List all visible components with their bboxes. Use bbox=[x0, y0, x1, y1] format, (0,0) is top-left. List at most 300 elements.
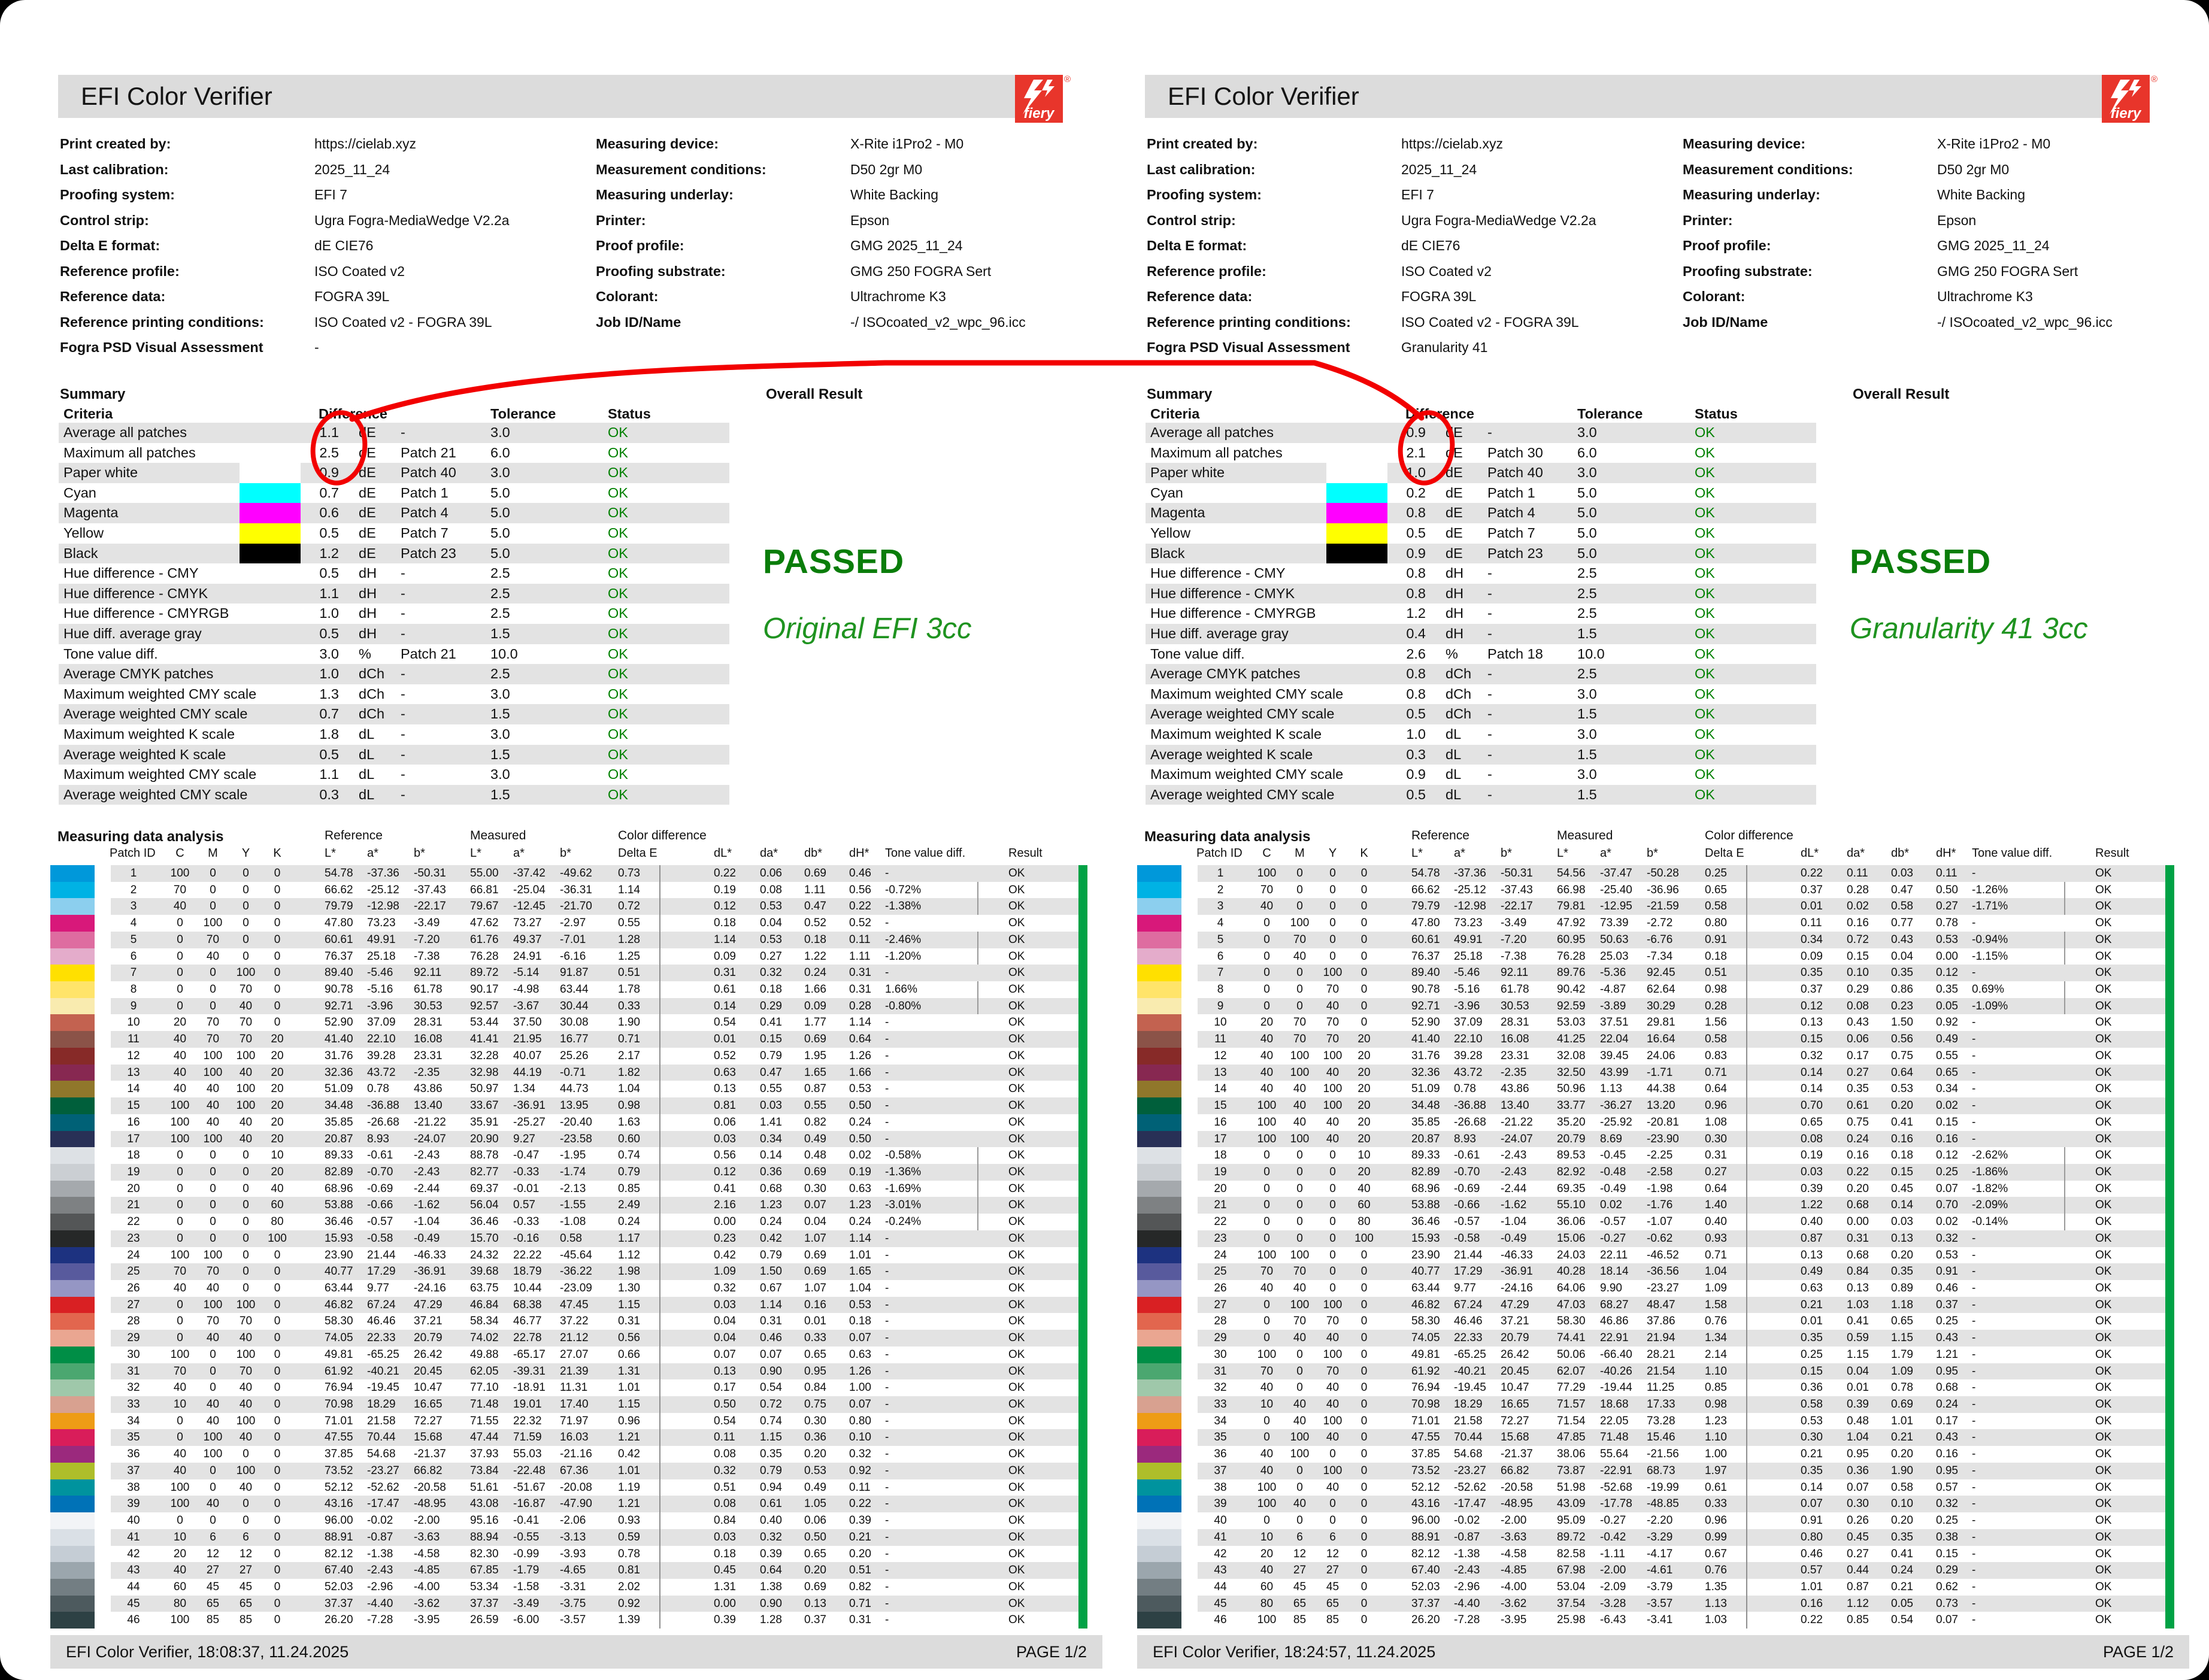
table-row bbox=[53, 1181, 1092, 1197]
k-value: 0 bbox=[274, 1016, 281, 1029]
patch-id: 39 bbox=[127, 1497, 140, 1511]
ref-a: 43.72 bbox=[367, 1066, 396, 1079]
tone-value-diff: - bbox=[885, 1132, 889, 1145]
delta-e: 0.71 bbox=[618, 1033, 640, 1046]
ref-l: 37.85 bbox=[325, 1448, 353, 1461]
tone-value-diff: - bbox=[885, 1580, 889, 1593]
patch-id: 42 bbox=[1214, 1547, 1227, 1560]
meas-a: 18.68 bbox=[1600, 1398, 1629, 1411]
meas-b: -23.58 bbox=[560, 1132, 592, 1145]
difference-value: 0.9 bbox=[1406, 545, 1426, 561]
db-value: 0.23 bbox=[1891, 999, 1913, 1012]
difference-unit: dE bbox=[359, 484, 376, 501]
patch-id: 6 bbox=[130, 950, 137, 963]
result-status: OK bbox=[1008, 1464, 1025, 1477]
dh-value: 0.21 bbox=[849, 1530, 871, 1543]
ref-b: 20.79 bbox=[414, 1332, 443, 1345]
meta-label: Reference profile: bbox=[60, 263, 180, 279]
patch-reference: Patch 7 bbox=[1487, 525, 1535, 541]
meas-a: 22.11 bbox=[1600, 1248, 1628, 1261]
table-vertical-divider bbox=[1746, 865, 1747, 1629]
meas-l: 73.87 bbox=[1557, 1464, 1586, 1477]
tone-value-diff: - bbox=[885, 1315, 889, 1328]
m-value: 100 bbox=[203, 1049, 223, 1062]
tolerance-value: 1.5 bbox=[490, 746, 510, 762]
patch-id: 12 bbox=[1214, 1049, 1227, 1062]
m-value: 65 bbox=[1293, 1597, 1307, 1610]
tone-column-divider bbox=[2064, 1181, 2065, 1197]
meas-b: -36.31 bbox=[560, 883, 592, 896]
m-value: 40 bbox=[1293, 1099, 1307, 1112]
tone-value-diff: - bbox=[885, 1530, 889, 1543]
y-value: 0 bbox=[243, 1165, 249, 1178]
tone-column-divider bbox=[2064, 1197, 2065, 1214]
result-status: OK bbox=[2095, 1431, 2112, 1444]
status-ok: OK bbox=[608, 545, 628, 561]
patch-color-swatch bbox=[50, 1612, 95, 1629]
meas-a: 55.03 bbox=[513, 1448, 542, 1461]
dh-value: 0.95 bbox=[1936, 1464, 1958, 1477]
delta-e: 0.98 bbox=[1705, 1398, 1727, 1411]
da-value: 0.29 bbox=[1847, 983, 1869, 996]
status-ok: OK bbox=[1695, 565, 1715, 581]
patch-color-swatch bbox=[50, 1031, 95, 1048]
ref-l: 43.16 bbox=[1411, 1497, 1440, 1511]
db-value: 0.50 bbox=[804, 1530, 826, 1543]
dl-value: 0.12 bbox=[1801, 999, 1823, 1012]
table-row bbox=[53, 1263, 1092, 1280]
delta-e: 0.65 bbox=[1705, 883, 1727, 896]
patch-id: 34 bbox=[127, 1414, 140, 1427]
patch-id: 19 bbox=[1214, 1165, 1227, 1178]
col-header-m-value: M bbox=[1295, 847, 1305, 860]
ref-a: 22.33 bbox=[1454, 1332, 1483, 1345]
result-status: OK bbox=[2095, 867, 2112, 880]
meas-a: -18.91 bbox=[513, 1381, 546, 1394]
dl-value: 0.61 bbox=[714, 983, 736, 996]
c-value: 0 bbox=[1263, 950, 1270, 963]
k-value: 20 bbox=[1357, 1132, 1371, 1145]
db-value: 0.69 bbox=[804, 1033, 826, 1046]
y-value: 45 bbox=[1326, 1580, 1340, 1593]
ref-b: -21.37 bbox=[414, 1448, 446, 1461]
delta-e: 1.13 bbox=[1705, 1597, 1727, 1610]
meas-l: 73.84 bbox=[470, 1464, 499, 1477]
m-value: 0 bbox=[1296, 1215, 1303, 1229]
ref-l: 74.05 bbox=[1411, 1332, 1440, 1345]
da-value: 0.53 bbox=[760, 900, 782, 913]
y-value: 40 bbox=[239, 1431, 253, 1444]
ref-a: 18.29 bbox=[1454, 1398, 1483, 1411]
db-value: 1.11 bbox=[804, 883, 826, 896]
delta-e: 0.81 bbox=[618, 1564, 640, 1577]
table-row bbox=[1140, 1164, 2179, 1181]
ref-a: -0.70 bbox=[1454, 1165, 1480, 1178]
overall-result-label: Overall Result bbox=[1853, 386, 1950, 402]
db-value: 0.86 bbox=[1891, 983, 1913, 996]
meas-a: -6.43 bbox=[1600, 1614, 1626, 1627]
ref-b: 16.65 bbox=[1501, 1398, 1529, 1411]
patch-id: 11 bbox=[128, 1033, 140, 1046]
y-value: 0 bbox=[243, 1497, 249, 1511]
delta-e: 1.15 bbox=[618, 1298, 640, 1311]
da-value: 0.27 bbox=[1847, 1066, 1869, 1079]
criteria-label: Hue diff. average gray bbox=[63, 626, 202, 641]
difference-unit: dCh bbox=[1446, 686, 1472, 702]
difference-unit: dL bbox=[359, 746, 375, 762]
dh-value: 0.12 bbox=[1936, 966, 1958, 980]
summary-header-tolerance: Tolerance bbox=[1577, 406, 1643, 421]
meas-b: 21.94 bbox=[1647, 1332, 1675, 1345]
ref-a: -0.02 bbox=[367, 1514, 393, 1527]
da-value: 1.04 bbox=[1847, 1431, 1869, 1444]
dh-value: 0.07 bbox=[849, 1332, 871, 1345]
ref-b: 61.78 bbox=[414, 983, 443, 996]
meta-value: EFI 7 bbox=[1401, 187, 1434, 202]
meas-a: 25.03 bbox=[1600, 950, 1629, 963]
dl-value: 1.01 bbox=[1801, 1580, 1823, 1593]
patch-color-swatch bbox=[50, 1529, 95, 1546]
summary-row bbox=[1146, 463, 1816, 483]
patch-reference: - bbox=[401, 666, 405, 682]
delta-e: 1.04 bbox=[1705, 1265, 1727, 1278]
meas-l: 89.72 bbox=[470, 966, 499, 980]
result-status: OK bbox=[1008, 1066, 1025, 1079]
criteria-label: Cyan bbox=[1150, 484, 1183, 501]
c-value: 40 bbox=[173, 1082, 187, 1096]
ref-l: 90.78 bbox=[1411, 983, 1440, 996]
db-value: 0.35 bbox=[1891, 966, 1913, 980]
tone-value-diff: -0.58% bbox=[885, 1149, 922, 1162]
ref-l: 76.37 bbox=[1411, 950, 1440, 963]
ref-b: -21.22 bbox=[1501, 1115, 1533, 1129]
k-value: 0 bbox=[1360, 983, 1368, 996]
da-value: 0.16 bbox=[1847, 917, 1869, 930]
db-value: 1.18 bbox=[1891, 1298, 1913, 1311]
patch-id: 28 bbox=[127, 1315, 140, 1328]
patch-id: 11 bbox=[1214, 1033, 1226, 1046]
meas-a: -3.67 bbox=[513, 999, 540, 1012]
y-value: 40 bbox=[239, 1132, 253, 1145]
k-value: 60 bbox=[271, 1199, 284, 1212]
patch-color-swatch bbox=[50, 1347, 95, 1363]
dh-value: 0.92 bbox=[1936, 1016, 1958, 1029]
dl-value: 0.53 bbox=[1801, 1414, 1823, 1427]
ref-a: -0.66 bbox=[367, 1199, 393, 1212]
da-value: 0.08 bbox=[1847, 999, 1869, 1012]
dh-value: 0.95 bbox=[1936, 1364, 1958, 1378]
c-value: 10 bbox=[1260, 1530, 1274, 1543]
table-row bbox=[1140, 1197, 2179, 1214]
table-row bbox=[1140, 882, 2179, 899]
y-value: 0 bbox=[1329, 1497, 1336, 1511]
patch-id: 4 bbox=[130, 917, 137, 930]
meas-b: 37.86 bbox=[1647, 1315, 1675, 1328]
ref-l: 88.91 bbox=[1411, 1530, 1440, 1543]
status-ok: OK bbox=[1695, 666, 1715, 682]
meas-b: -3.31 bbox=[560, 1580, 586, 1593]
patch-id: 37 bbox=[127, 1464, 140, 1477]
patch-color-swatch bbox=[50, 1114, 95, 1131]
meta-value: -/ ISOcoated_v2_wpc_96.icc bbox=[1937, 314, 2113, 330]
patch-color-swatch bbox=[50, 865, 95, 882]
c-value: 0 bbox=[1263, 1298, 1270, 1311]
y-value: 0 bbox=[1329, 1165, 1336, 1178]
patch-id: 5 bbox=[1217, 933, 1224, 946]
delta-e: 1.17 bbox=[618, 1232, 640, 1245]
patch-color-swatch bbox=[1137, 1081, 1181, 1097]
meas-b: -3.13 bbox=[560, 1530, 586, 1543]
patch-reference: Patch 18 bbox=[1487, 645, 1543, 662]
patch-color-swatch bbox=[50, 1512, 95, 1529]
dh-value: 0.32 bbox=[1936, 1232, 1958, 1245]
c-value: 0 bbox=[1263, 1315, 1270, 1328]
patch-id: 14 bbox=[127, 1082, 140, 1096]
meas-l: 37.93 bbox=[470, 1448, 499, 1461]
patch-color-swatch bbox=[1137, 1347, 1181, 1363]
c-value: 40 bbox=[173, 1464, 187, 1477]
delta-e: 1.00 bbox=[1705, 1448, 1727, 1461]
patch-color-swatch bbox=[1137, 1263, 1181, 1280]
table-row bbox=[1140, 1181, 2179, 1197]
delta-e: 1.40 bbox=[1705, 1199, 1727, 1212]
meta-value: ISO Coated v2 - FOGRA 39L bbox=[314, 314, 492, 330]
variant-note: Original EFI 3cc bbox=[763, 612, 972, 645]
ref-b: -3.49 bbox=[1501, 917, 1527, 930]
result-status: OK bbox=[1008, 1132, 1025, 1145]
patch-reference: - bbox=[1487, 605, 1492, 621]
meas-b: -3.57 bbox=[1647, 1597, 1673, 1610]
col-header-meas-a: a* bbox=[513, 847, 525, 860]
m-value: 40 bbox=[1293, 1115, 1307, 1129]
col-header-dh-value: dH* bbox=[849, 847, 869, 860]
y-value: 0 bbox=[243, 900, 249, 913]
delta-e: 1.97 bbox=[1705, 1464, 1727, 1477]
c-value: 40 bbox=[173, 1066, 187, 1079]
tolerance-value: 1.5 bbox=[490, 706, 510, 722]
table-row bbox=[1140, 1114, 2179, 1131]
c-value: 40 bbox=[1260, 1082, 1274, 1096]
meas-a: 73.27 bbox=[513, 917, 542, 930]
patch-reference: Patch 4 bbox=[1487, 505, 1535, 521]
dl-value: 0.41 bbox=[714, 1182, 736, 1195]
meas-l: 64.06 bbox=[1557, 1282, 1586, 1294]
table-row bbox=[1140, 1263, 2179, 1280]
meas-a: 22.32 bbox=[513, 1414, 542, 1427]
meas-b: 67.36 bbox=[560, 1464, 589, 1477]
result-status: OK bbox=[1008, 1215, 1025, 1229]
patch-id: 39 bbox=[1214, 1497, 1227, 1511]
tone-value-diff: - bbox=[1972, 1033, 1976, 1046]
difference-unit: dH bbox=[1446, 585, 1464, 601]
patch-color-swatch bbox=[1137, 1562, 1181, 1579]
meas-l: 71.54 bbox=[1557, 1414, 1586, 1427]
dh-value: 0.43 bbox=[1936, 1431, 1958, 1444]
ref-a: 67.24 bbox=[367, 1298, 396, 1311]
dl-value: 0.51 bbox=[714, 1481, 736, 1494]
ref-l: 31.76 bbox=[325, 1049, 353, 1062]
ref-l: 71.01 bbox=[1411, 1414, 1440, 1427]
ref-b: 16.08 bbox=[414, 1033, 443, 1046]
meas-a: 9.27 bbox=[513, 1132, 535, 1145]
k-value: 80 bbox=[271, 1215, 284, 1229]
ref-l: 52.03 bbox=[325, 1580, 353, 1593]
ref-b: -1.62 bbox=[1501, 1199, 1527, 1212]
dh-value: 0.02 bbox=[1936, 1215, 1958, 1229]
tone-value-diff: - bbox=[885, 1298, 889, 1311]
da-value: 0.53 bbox=[760, 933, 782, 946]
k-value: 0 bbox=[274, 1497, 281, 1511]
ref-l: 36.46 bbox=[325, 1215, 353, 1229]
result-status: OK bbox=[2095, 966, 2112, 980]
da-value: 0.90 bbox=[760, 1597, 782, 1610]
patch-id: 41 bbox=[1214, 1530, 1227, 1543]
patch-reference: Patch 1 bbox=[401, 484, 449, 501]
tone-value-diff: - bbox=[1972, 1564, 1976, 1577]
patch-id: 17 bbox=[127, 1132, 140, 1145]
patch-id: 40 bbox=[1214, 1514, 1227, 1527]
k-value: 0 bbox=[274, 1547, 281, 1560]
dl-value: 0.21 bbox=[1801, 1298, 1823, 1311]
group-header-color-difference: Color difference bbox=[1705, 829, 1793, 842]
result-status: OK bbox=[1008, 1564, 1025, 1577]
delta-e: 0.78 bbox=[618, 1547, 640, 1560]
m-value: 40 bbox=[1293, 1398, 1307, 1411]
meas-b: -1.95 bbox=[560, 1149, 586, 1162]
meas-l: 89.53 bbox=[1557, 1149, 1586, 1162]
da-value: 0.03 bbox=[760, 1099, 782, 1112]
difference-value: 0.3 bbox=[319, 786, 339, 802]
ref-l: 82.89 bbox=[1411, 1165, 1440, 1178]
table-row bbox=[1140, 1463, 2179, 1479]
meta-value: ISO Coated v2 - FOGRA 39L bbox=[1401, 314, 1579, 330]
svg-text:®: ® bbox=[1064, 74, 1071, 84]
result-status: OK bbox=[2095, 917, 2112, 930]
dh-value: 0.78 bbox=[1936, 917, 1958, 930]
m-value: 40 bbox=[1293, 1497, 1307, 1511]
patch-id: 38 bbox=[127, 1481, 140, 1494]
dl-value: 0.09 bbox=[714, 950, 736, 963]
patch-color-swatch bbox=[50, 1429, 95, 1446]
y-value: 0 bbox=[1329, 1282, 1336, 1294]
meas-l: 41.25 bbox=[1557, 1033, 1586, 1046]
meta-label: Proof profile: bbox=[596, 238, 684, 253]
db-value: 0.21 bbox=[1891, 1431, 1913, 1444]
c-value: 0 bbox=[1263, 1232, 1270, 1245]
k-value: 0 bbox=[1360, 1265, 1368, 1278]
meta-value: dE CIE76 bbox=[314, 238, 374, 253]
meas-b: -1.55 bbox=[560, 1199, 586, 1212]
c-value: 0 bbox=[1263, 1165, 1270, 1178]
m-value: 0 bbox=[210, 999, 216, 1012]
y-value: 40 bbox=[1326, 1381, 1340, 1394]
delta-e: 1.56 bbox=[1705, 1016, 1727, 1029]
tone-value-diff: -1.36% bbox=[885, 1165, 922, 1178]
dl-value: 0.32 bbox=[1801, 1049, 1823, 1062]
delta-e: 1.03 bbox=[1705, 1614, 1727, 1627]
delta-e: 1.35 bbox=[1705, 1580, 1727, 1593]
ref-b: -4.85 bbox=[1501, 1564, 1527, 1577]
patch-id: 25 bbox=[127, 1265, 140, 1278]
criteria-label: Maximum weighted CMY scale bbox=[1150, 686, 1344, 702]
dl-value: 0.54 bbox=[714, 1414, 736, 1427]
criteria-label: Tone value diff. bbox=[1150, 645, 1245, 662]
tone-value-diff: - bbox=[1972, 1597, 1976, 1610]
col-header-tone-value-diff: Tone value diff. bbox=[1972, 847, 2053, 860]
delta-e: 0.98 bbox=[1705, 983, 1727, 996]
y-value: 0 bbox=[1329, 1182, 1336, 1195]
summary-header-tolerance: Tolerance bbox=[490, 406, 556, 421]
col-header-meas-b: b* bbox=[1647, 847, 1658, 860]
meas-l: 82.77 bbox=[470, 1165, 499, 1178]
patch-color-swatch bbox=[1137, 1097, 1181, 1114]
patch-id: 18 bbox=[127, 1149, 140, 1162]
summary-row bbox=[1146, 664, 1816, 684]
delta-e: 1.23 bbox=[1705, 1414, 1727, 1427]
meas-b: 92.45 bbox=[1647, 966, 1675, 980]
table-row bbox=[53, 1446, 1092, 1463]
patch-id: 16 bbox=[1214, 1115, 1227, 1129]
table-row bbox=[53, 1379, 1092, 1396]
status-ok: OK bbox=[608, 424, 628, 440]
dl-value: 0.12 bbox=[714, 1165, 736, 1178]
meas-a: -6.00 bbox=[513, 1614, 540, 1627]
patch-reference: Patch 4 bbox=[401, 505, 449, 521]
patch-reference: - bbox=[1487, 626, 1492, 641]
meta-value: X-Rite i1Pro2 - M0 bbox=[850, 136, 964, 151]
ref-l: 23.90 bbox=[1411, 1248, 1440, 1261]
tone-value-diff: - bbox=[1972, 1514, 1976, 1527]
c-value: 0 bbox=[177, 1514, 183, 1527]
dh-value: 0.63 bbox=[849, 1348, 871, 1361]
k-value: 0 bbox=[1360, 900, 1368, 913]
meas-b: 0.58 bbox=[560, 1232, 582, 1245]
patch-color-swatch bbox=[50, 1081, 95, 1097]
delta-e: 0.31 bbox=[1705, 1149, 1727, 1162]
patch-reference: - bbox=[401, 726, 405, 742]
ref-l: 47.80 bbox=[325, 917, 353, 930]
dh-value: 1.00 bbox=[849, 1381, 871, 1394]
table-row bbox=[53, 1147, 1092, 1164]
tolerance-value: 3.0 bbox=[490, 726, 510, 742]
c-value: 0 bbox=[1263, 1414, 1270, 1427]
status-ok: OK bbox=[1695, 626, 1715, 641]
tone-value-diff: - bbox=[1972, 1016, 1976, 1029]
tone-column-divider bbox=[977, 1147, 978, 1164]
ref-l: 67.40 bbox=[1411, 1564, 1440, 1577]
y-value: 0 bbox=[243, 1199, 249, 1212]
table-row bbox=[1140, 965, 2179, 981]
meas-b: 11.31 bbox=[560, 1381, 588, 1394]
c-value: 0 bbox=[177, 1199, 183, 1212]
table-row bbox=[1140, 1429, 2179, 1446]
metadata-left-column bbox=[60, 131, 510, 360]
tone-column-divider bbox=[977, 1214, 978, 1230]
patch-color-swatch bbox=[1137, 1496, 1181, 1512]
m-value: 70 bbox=[206, 1033, 220, 1046]
m-value: 0 bbox=[1296, 883, 1303, 896]
ref-a: 70.44 bbox=[1454, 1431, 1483, 1444]
summary-header-criteria: Criteria bbox=[63, 406, 113, 421]
y-value: 70 bbox=[1326, 1364, 1340, 1378]
patch-color-swatch bbox=[1137, 1164, 1181, 1181]
m-value: 0 bbox=[1296, 966, 1303, 980]
result-status: OK bbox=[2095, 1564, 2112, 1577]
table-row bbox=[1140, 1396, 2179, 1413]
delta-e: 1.14 bbox=[618, 883, 640, 896]
k-value: 0 bbox=[1360, 1547, 1368, 1560]
y-value: 0 bbox=[243, 1215, 249, 1229]
